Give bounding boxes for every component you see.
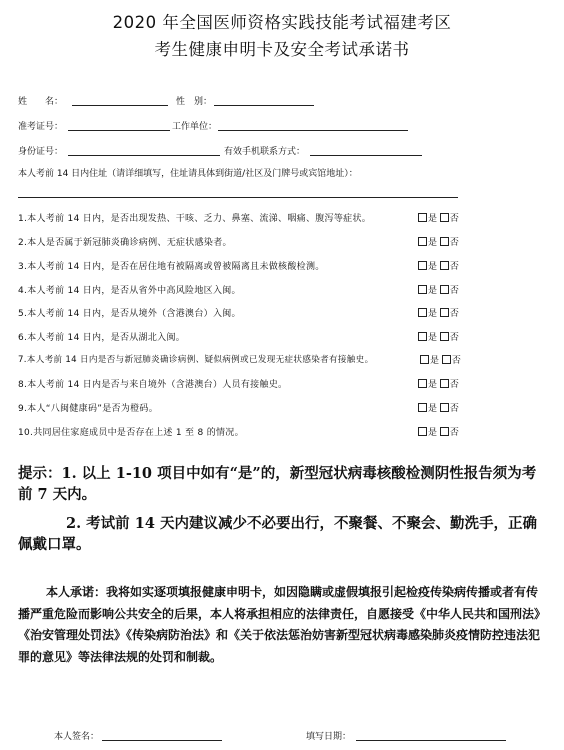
document-title-line2: 考生健康申明卡及安全考试承诺书 bbox=[154, 40, 410, 59]
signature-label: 本人签名： bbox=[54, 732, 100, 742]
question-7-options[interactable]: 是 否 bbox=[420, 353, 461, 366]
tip-item-2: 2. 考试前 14 天内建议减少不必要出行，不聚餐、不聚会、勤洗手，正确佩戴口罩。 bbox=[18, 515, 537, 553]
exam-number-field[interactable] bbox=[68, 130, 170, 131]
checkbox-yes[interactable] bbox=[418, 427, 427, 436]
question-4: 4.本人考前 14 日内，是否从省外中高风险地区入闽。 bbox=[18, 286, 241, 296]
gender-label: 性 别： bbox=[176, 97, 213, 107]
question-4-options[interactable]: 是 否 bbox=[418, 283, 459, 296]
question-6: 6.本人考前 14 日内，是否从湖北入闽。 bbox=[18, 333, 186, 343]
question-5: 5.本人考前 14 日内，是否从境外（含港澳台）入闽。 bbox=[18, 309, 241, 319]
work-unit-field[interactable] bbox=[218, 130, 408, 131]
date-label: 填写日期： bbox=[306, 732, 352, 742]
checkbox-yes[interactable] bbox=[420, 355, 429, 364]
question-10: 10.共同居住家庭成员中是否存在上述 1 至 8 的情况。 bbox=[18, 428, 244, 438]
checkbox-no[interactable] bbox=[440, 403, 449, 412]
work-unit-label: 工作单位： bbox=[172, 122, 218, 132]
checkbox-no[interactable] bbox=[440, 285, 449, 294]
gender-field[interactable] bbox=[214, 105, 314, 106]
checkbox-no[interactable] bbox=[442, 355, 451, 364]
checkbox-yes[interactable] bbox=[418, 237, 427, 246]
name-label: 姓 名： bbox=[18, 97, 64, 107]
checkbox-no[interactable] bbox=[440, 379, 449, 388]
question-10-options[interactable]: 是 否 bbox=[418, 425, 459, 438]
question-1-options[interactable]: 是 否 bbox=[418, 211, 459, 224]
question-6-options[interactable]: 是 否 bbox=[418, 330, 459, 343]
checkbox-no[interactable] bbox=[440, 308, 449, 317]
question-1: 1.本人考前 14 日内，是否出现发热、干咳、乏力、鼻塞、流涕、咽痛、腹泻等症状。 bbox=[18, 214, 372, 224]
id-number-label: 身份证号： bbox=[18, 147, 64, 157]
name-field[interactable] bbox=[72, 105, 168, 106]
phone-field[interactable] bbox=[310, 155, 422, 156]
question-8: 8.本人考前 14 日内是否与来自境外（含港澳台）人员有接触史。 bbox=[18, 380, 288, 390]
question-9-options[interactable]: 是 否 bbox=[418, 401, 459, 414]
question-5-options[interactable]: 是 否 bbox=[418, 306, 459, 319]
exam-number-label: 准考证号： bbox=[18, 122, 64, 132]
checkbox-yes[interactable] bbox=[418, 213, 427, 222]
checkbox-yes[interactable] bbox=[418, 308, 427, 317]
checkbox-yes[interactable] bbox=[418, 403, 427, 412]
checkbox-no[interactable] bbox=[440, 427, 449, 436]
question-3-options[interactable]: 是 否 bbox=[418, 259, 459, 272]
id-number-field[interactable] bbox=[68, 155, 220, 156]
checkbox-no[interactable] bbox=[440, 332, 449, 341]
signature-field[interactable] bbox=[102, 740, 222, 741]
checkbox-yes[interactable] bbox=[418, 332, 427, 341]
checkbox-yes[interactable] bbox=[418, 285, 427, 294]
phone-label: 有效手机联系方式： bbox=[224, 147, 306, 157]
checkbox-yes[interactable] bbox=[418, 261, 427, 270]
address-field[interactable] bbox=[18, 197, 458, 198]
checkbox-no[interactable] bbox=[440, 213, 449, 222]
question-3: 3.本人考前 14 日内，是否在居住地有被隔离或曾被隔离且未做核酸检测。 bbox=[18, 262, 325, 272]
document-title-line1: 2020 年全国医师资格实践技能考试福建考区 bbox=[112, 13, 452, 32]
commitment-statement: 本人承诺：我将如实逐项填报健康申明卡，如因隐瞒或虚假填报引起检疫传染病传播或者有传播严重危险而影响公共安全的后果，本人将承担相应的法律责任，自愿接受《中华人民共和国刑法》《治安管理处罚法》《传染病防治法》和《关于依法惩治妨害新型冠状病毒感染肺炎疫情防控违法犯罪的意见》等法律法规的处罚和制裁。 bbox=[18, 585, 547, 664]
address-prompt: 本人考前 14 日内住址（请详细填写，住址请具体到街道/社区及门牌号或宾馆地址）： bbox=[18, 169, 358, 179]
tip-item-1: 提示：1. 以上 1-10 项目中如有“是”的，新型冠状病毒核酸检测阴性报告须为考前 7 天内。 bbox=[18, 465, 537, 503]
checkbox-yes[interactable] bbox=[418, 379, 427, 388]
date-field[interactable] bbox=[356, 740, 506, 741]
question-2-options[interactable]: 是 否 bbox=[418, 235, 459, 248]
question-7: 7.本人考前 14 日内是否与新冠肺炎确诊病例、疑似病例或已发现无症状感染者有接触史。 bbox=[18, 355, 374, 365]
question-8-options[interactable]: 是 否 bbox=[418, 377, 459, 390]
checkbox-no[interactable] bbox=[440, 237, 449, 246]
question-2: 2.本人是否属于新冠肺炎确诊病例、无症状感染者。 bbox=[18, 238, 232, 248]
checkbox-no[interactable] bbox=[440, 261, 449, 270]
question-9: 9.本人“八闽健康码”是否为橙码。 bbox=[18, 404, 159, 414]
